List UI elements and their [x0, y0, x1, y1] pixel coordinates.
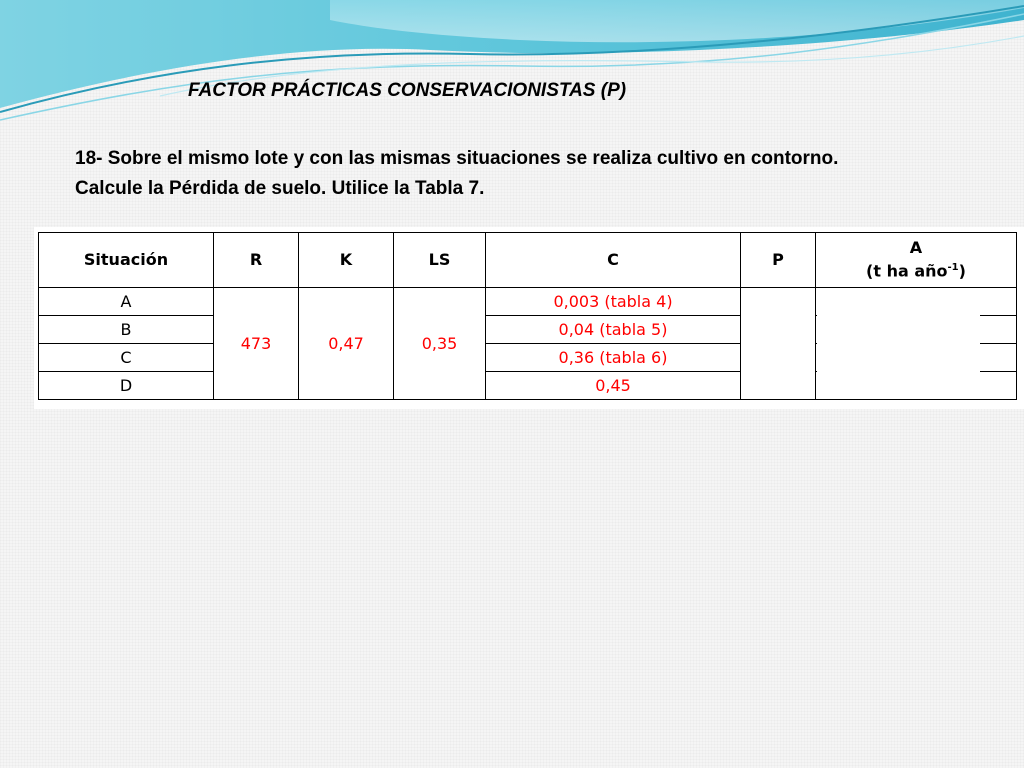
header-c: C — [486, 233, 741, 288]
header-a-unit: (t ha año — [866, 261, 948, 281]
header-a — [816, 233, 1017, 288]
decorative-wave-banner — [0, 0, 1024, 130]
question-line-1: 18- Sobre el mismo lote y con las mismas situaciones se realiza cultivo en contorno. — [75, 148, 839, 169]
question-text — [75, 144, 995, 204]
data-table-image — [34, 227, 1024, 409]
cell-c: 0,003 (tabla 4) — [486, 288, 741, 316]
cell-situacion: A — [39, 288, 214, 316]
cell-c: 0,36 (tabla 6) — [486, 344, 741, 372]
header-p: P — [741, 233, 816, 288]
cell-k: 0,47 — [299, 288, 394, 400]
header-k: K — [299, 233, 394, 288]
page-title: FACTOR PRÁCTICAS CONSERVACIONISTAS (P) — [188, 80, 627, 101]
cell-situacion: D — [39, 372, 214, 400]
header-ls: LS — [394, 233, 486, 288]
header-a-label: A — [909, 238, 923, 258]
header-r: R — [214, 233, 299, 288]
cell-situacion: C — [39, 344, 214, 372]
answer-cover-box — [817, 289, 980, 399]
header-a-unit-exponent: -1 — [947, 262, 959, 274]
header-a-unit-close: ) — [958, 261, 966, 281]
cell-r: 473 — [214, 288, 299, 400]
cell-c: 0,45 — [486, 372, 741, 400]
table-header-row — [39, 233, 1017, 288]
question-line-2: Calcule la Pérdida de suelo. Utilice la Tabla 7. — [75, 178, 485, 199]
header-situacion: Situación — [39, 233, 214, 288]
cell-situacion: B — [39, 316, 214, 344]
cell-p — [741, 288, 816, 400]
cell-ls: 0,35 — [394, 288, 486, 400]
cell-c: 0,04 (tabla 5) — [486, 316, 741, 344]
